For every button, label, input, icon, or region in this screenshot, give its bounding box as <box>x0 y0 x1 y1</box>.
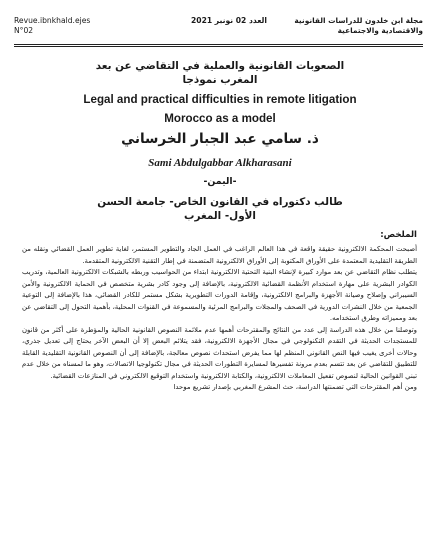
abstract-paragraph: ومن أهم المقترحات التي تضمنتها الدراسة، حث المشرع المغربي بإصدار تشريع موحدا <box>173 383 417 391</box>
article-title-english-line-2: Morocco as a model <box>164 112 276 125</box>
author-name-english: Sami Abdulgabbar Alkharasani <box>148 157 292 169</box>
article-title-arabic <box>90 59 350 87</box>
abstract-paragraph: يتطلب نظام التقاضي عن بعد موارد كبيرة لإنشاء البنية التحتية الالكترونية ابتداء من الحواسيب وربطه بالشبكات الالكترونية العالمية، وتدريب الكوادر البشرية على مهارة استخدام الأنظمة القضائية الالكترونية، بالإضافة إلى وجود كادر بشرية متخصص في الحماية الالكترونية والأمن السيبراني وإصلاح وصيانة الأجهزة والبرامج الالكترونية، وإقامة الدورات التطويرية بشكل مستمر للكادر القضائي، هذا بالإضافة إلى التوعية الجمعية من خلال النشرات الدورية في الصحف والمجلات والبرامج المرئية والمسموعة في القنوات المحلية، بأهمية التحول إلى التقاضي عن بعد ومميزاته وطرق استخدامه. <box>22 268 417 322</box>
journal-contact <box>14 16 114 36</box>
abstract-paragraph: أصبحت المحكمة الالكترونية حقيقة واقعة في هذا العالم الراغب في العمل الجاد والتطوير المستمر، لغاية تطوير العمل القضائي ونقله من الطريقة التقليدية المعتمدة على الأوراق المكتوبة إلى الأوراق الالكترونية المتضمنة في إطار التقنية الالكترونية المتقدمة. <box>22 245 417 265</box>
journal-name-line-1: مجلة ابن خلدون للدراسات القانونية <box>294 16 423 25</box>
author-name-arabic: ذ. سامي عبد الجبار الخرساني <box>121 131 319 147</box>
issue-number: N°02 <box>14 26 34 35</box>
author-country: -اليمن- <box>203 176 237 187</box>
issue-info: العدد 02 نونبر 2021 <box>191 16 267 25</box>
header-rule <box>14 44 423 47</box>
abstract-body <box>22 244 417 394</box>
author-affiliation: طالب دكتوراه في القانون الخاص- جامعة الحسن الأول- المغرب <box>97 196 343 222</box>
article-title-arabic-line-2: المغرب نموذجا <box>182 74 258 86</box>
article-title-arabic-line-1: الصعوبات القانونية والعملية في التقاضي عن بعد <box>95 60 345 72</box>
abstract-paragraph: وتوصلنا من خلال هذه الدراسة إلى عدد من النتائج والمقترحات أهمها عدم ملائمة النصوص القانونية الحالية والمؤطرة على أكثر من قانون للمستجدات الحديثة في التقدم التكنولوجي في مجال الأجهزة الالكترونية، فقد يتلائم البعض إلا أن البعض الآخر يحتاج إلى تعديل جذري، وحالات أخرى يغيب فيها النص القانوني المنظم لها مما يفرض استحداث نصوص معالجة، بالإضافة إلى أن النصوص القانونية التقليدية القابلة للتطبيق للتقاضي عن بعد تتسم بعدم مرونة تفسيرها لمسايرة التطورات الحديثة في مجال تكنولوجيا الاتصالات، وهو ما لمسناه من خلال عدم تبني القوانين الحالية لنصوص تفعيل المعاملات الالكترونية، والكتابة الالكترونية واستخدام التوقيع الالكتروني في المنازعات القضائية. <box>22 325 417 380</box>
abstract-heading: الملخص: <box>380 230 417 240</box>
journal-email: Revue.ibnkhald.ejes <box>14 16 91 25</box>
article-title-english-line-1: Legal and practical difficulties in remote litigation <box>83 93 357 106</box>
journal-name-line-2: والاقتصادية والاجتماعية <box>337 26 423 35</box>
article-title-english <box>60 90 380 128</box>
